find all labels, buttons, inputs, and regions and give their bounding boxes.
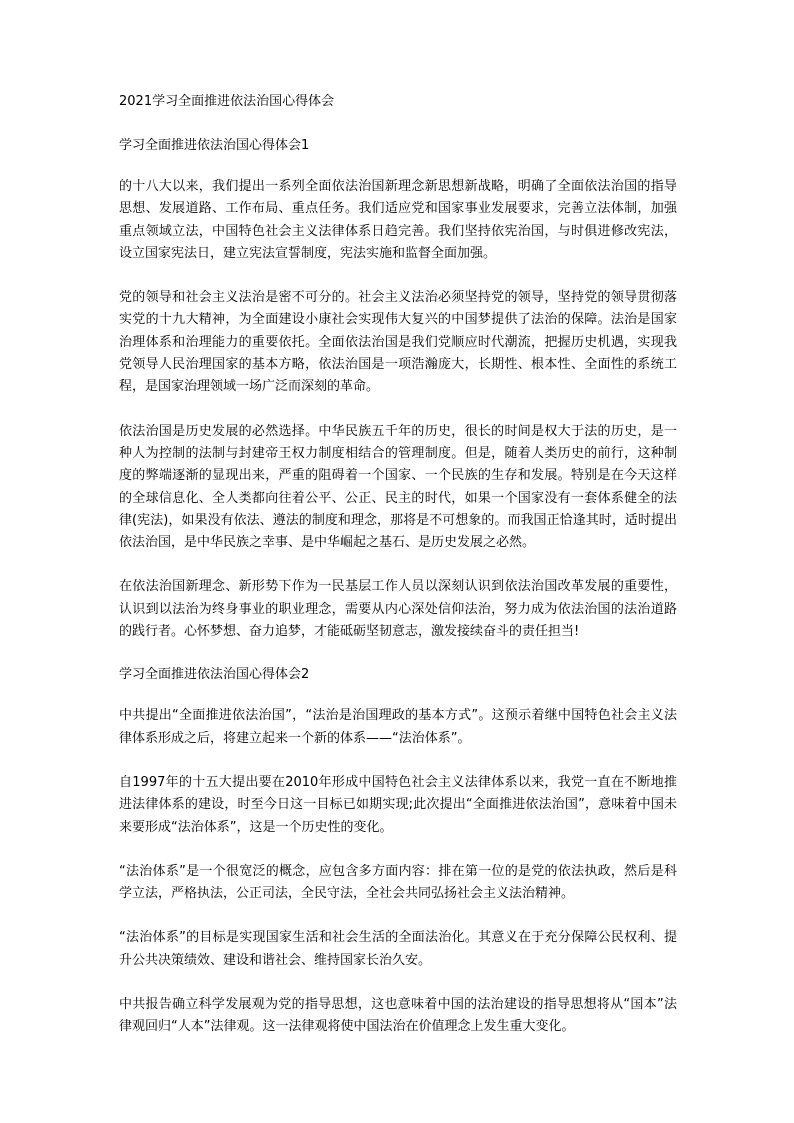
section-heading: 学习全面推进依法治国心得体会1 xyxy=(119,138,310,153)
paragraph: “法治体系”是一个很宽泛的概念，应包含多方面内容：排在第一位的是党的依法执政，然后是科学立法，严格执法，公正司法，全民守法，全社会共同弘扬社会主义法治精神。 xyxy=(119,863,677,902)
paragraph: 依法治国是历史发展的必然选择。中华民族五千年的历史，很长的时间是权大于法的历史，是一种人为控制的法制与封建帝王权力制度相结合的管理制度。但是，随着人类历史的前行，这种制度的弊端逐渐的显现出来，严重的阻碍着一个国家、一个民族的生存和发展。特别是在今天这样的全球信息化、全人类都向往着公平、公正、民主的时代，如果一个国家没有一套体系健全的法律(宪法)，如果没有依法、遵法的制度和理念，那将是不可想象的。而我国正恰逢其时，适时提出依法治国，是中华民族之幸事、是中华崛起之基石、是历史发展之必然。 xyxy=(119,423,677,551)
section-2 xyxy=(119,665,677,1038)
document-page xyxy=(119,92,677,1061)
document-title: 2021学习全面推进依法治国心得体会 xyxy=(119,94,335,109)
paragraph: “法治体系”的目标是实现国家生活和社会生活的全面法治化。其意义在于充分保障公民权利、提升公共决策绩效、建设和谐社会、维持国家长治久安。 xyxy=(119,930,677,968)
paragraph: 中共报告确立科学发展观为党的指导思想，这也意味着中国的法治建设的指导思想将从“国本”法律观回归“人本”法律观。这一法律观将使中国法治在价值理念上发生重大变化。 xyxy=(119,997,677,1035)
paragraph: 中共提出“全面推进依法治国”，“法治是治国理政的基本方式”。这预示着继中国特色社会主义法律体系形成之后，将建立起来一个新的体系——“法治体系”。 xyxy=(119,708,677,746)
section-heading: 学习全面推进依法治国心得体会2 xyxy=(119,667,310,683)
paragraph: 党的领导和社会主义法治是密不可分的。社会主义法治必须坚持党的领导，坚持党的领导贯彻落实党的十九大精神，为全面建设小康社会实现伟大复兴的中国梦提供了法治的保障。法治是国家治理体系和治理能力的重要依托。全面依法治国是我们党顺应时代潮流，把握历史机遇，实现我党领导人民治理国家的基本方略，依法治国是一项浩瀚庞大，长期性、根本性、全面性的系统工程，是国家治理领域一场广泛而深刻的革命。 xyxy=(119,290,677,395)
paragraph: 的十八大以来，我们提出一系列全面依法治国新理念新思想新战略，明确了全面依法治国的指导思想、发展道路、工作布局、重点任务。我们适应党和国家事业发展要求，完善立法体制，加强重点领域立法，中国特色社会主义法律体系日趋完善。我们坚持依宪治国，与时俱进修改宪法，设立国家宪法日，建立宪法宣誓制度，宪法实施和监督全面加强。 xyxy=(119,179,677,261)
paragraph: 在依法治国新理念、新形势下作为一民基层工作人员以深刻认识到依法治国改革发展的重要性，认识到以法治为终身事业的职业理念，需要从内心深处信仰法治，努力成为依法治国的法治道路的践行者。心怀梦想、奋力追梦，才能砥砺坚韧意志，激发接续奋斗的责任担当! xyxy=(119,579,677,640)
paragraph: 自1997年的十五大提出要在2010年形成中国特色社会主义法律体系以来，我党一直在不断地推进法律体系的建设，时至今日这一目标已如期实现;此次提出“全面推进依法治国”，意味着中国未来要形成“法治体系”，这是一个历史性的变化。 xyxy=(119,774,677,835)
section-1 xyxy=(119,136,677,643)
